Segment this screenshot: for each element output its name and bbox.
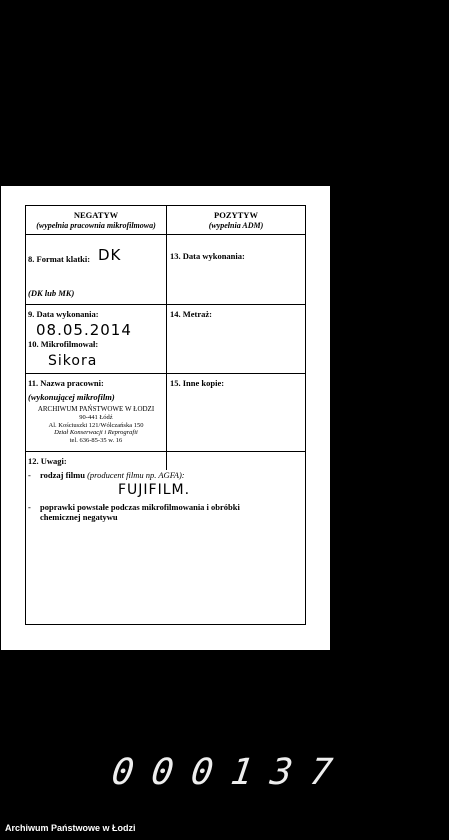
film-type-hint: (producent filmu np. AGFA): [87,470,185,480]
date-9-label: 9. Data wykonania: [28,309,99,319]
pozytyw-title: POZYTYW [214,210,258,220]
row-divider [26,373,305,374]
stamp-line: ARCHIWUM PAŃSTWOWE W ŁODZI [37,405,155,413]
format-hint: (DK lub MK) [28,288,75,298]
header-divider [26,234,305,235]
bullet: - [28,470,31,480]
stamp-line: Al. Kościuszki 121/Wólczańska 150 [48,421,144,429]
format-label: 8. Format klatki: [28,254,91,264]
film-type-item [40,470,185,480]
lab-name-hint: (wykonującej mikrofilm) [28,392,115,402]
filmed-by-label: 10. Mikrofilmował: [28,339,99,349]
corrections-line-1: poprawki powstałe podczas mikrofilmowania i obróbki [40,502,240,512]
remarks-label: 12. Uwagi: [28,456,67,466]
film-type-label: rodzaj filmu [40,470,85,480]
frame-counter: 000137 [109,752,353,793]
length-label: 14. Metraż: [170,309,213,319]
other-copies-label: 15. Inne kopie: [170,378,225,388]
date-9-value: 08.05.2014 [36,321,132,339]
stamp-line: Dział Konserwacji i Reprografii [54,429,138,436]
film-type-value: FUJIFILM. [118,482,191,498]
format-value: DK [98,246,122,264]
lab-name-label: 11. Nazwa pracowni: [28,378,104,388]
negatyw-subtitle: (wypełnia pracownia mikrofilmowa) [36,221,156,230]
bullet: - [28,502,31,512]
row-divider [26,304,305,305]
archive-footer: Archiwum Państwowe w Łodzi [5,823,136,833]
stamp-line: tel. 636-85-35 w. 16 [69,436,123,444]
pozytyw-subtitle: (wypełnia ADM) [208,221,264,230]
column-divider [166,206,167,470]
filmed-by-value: Sikora [48,353,98,369]
negatyw-title: NEGATYW [73,210,119,220]
microfilm-card [1,186,330,650]
negative-form [25,205,306,625]
corrections-line-2: chemicznej negatywu [40,512,118,522]
row-divider [26,451,305,452]
date-13-label: 13. Data wykonania: [170,251,245,261]
stamp-line: 90-441 Łódź [79,414,113,421]
